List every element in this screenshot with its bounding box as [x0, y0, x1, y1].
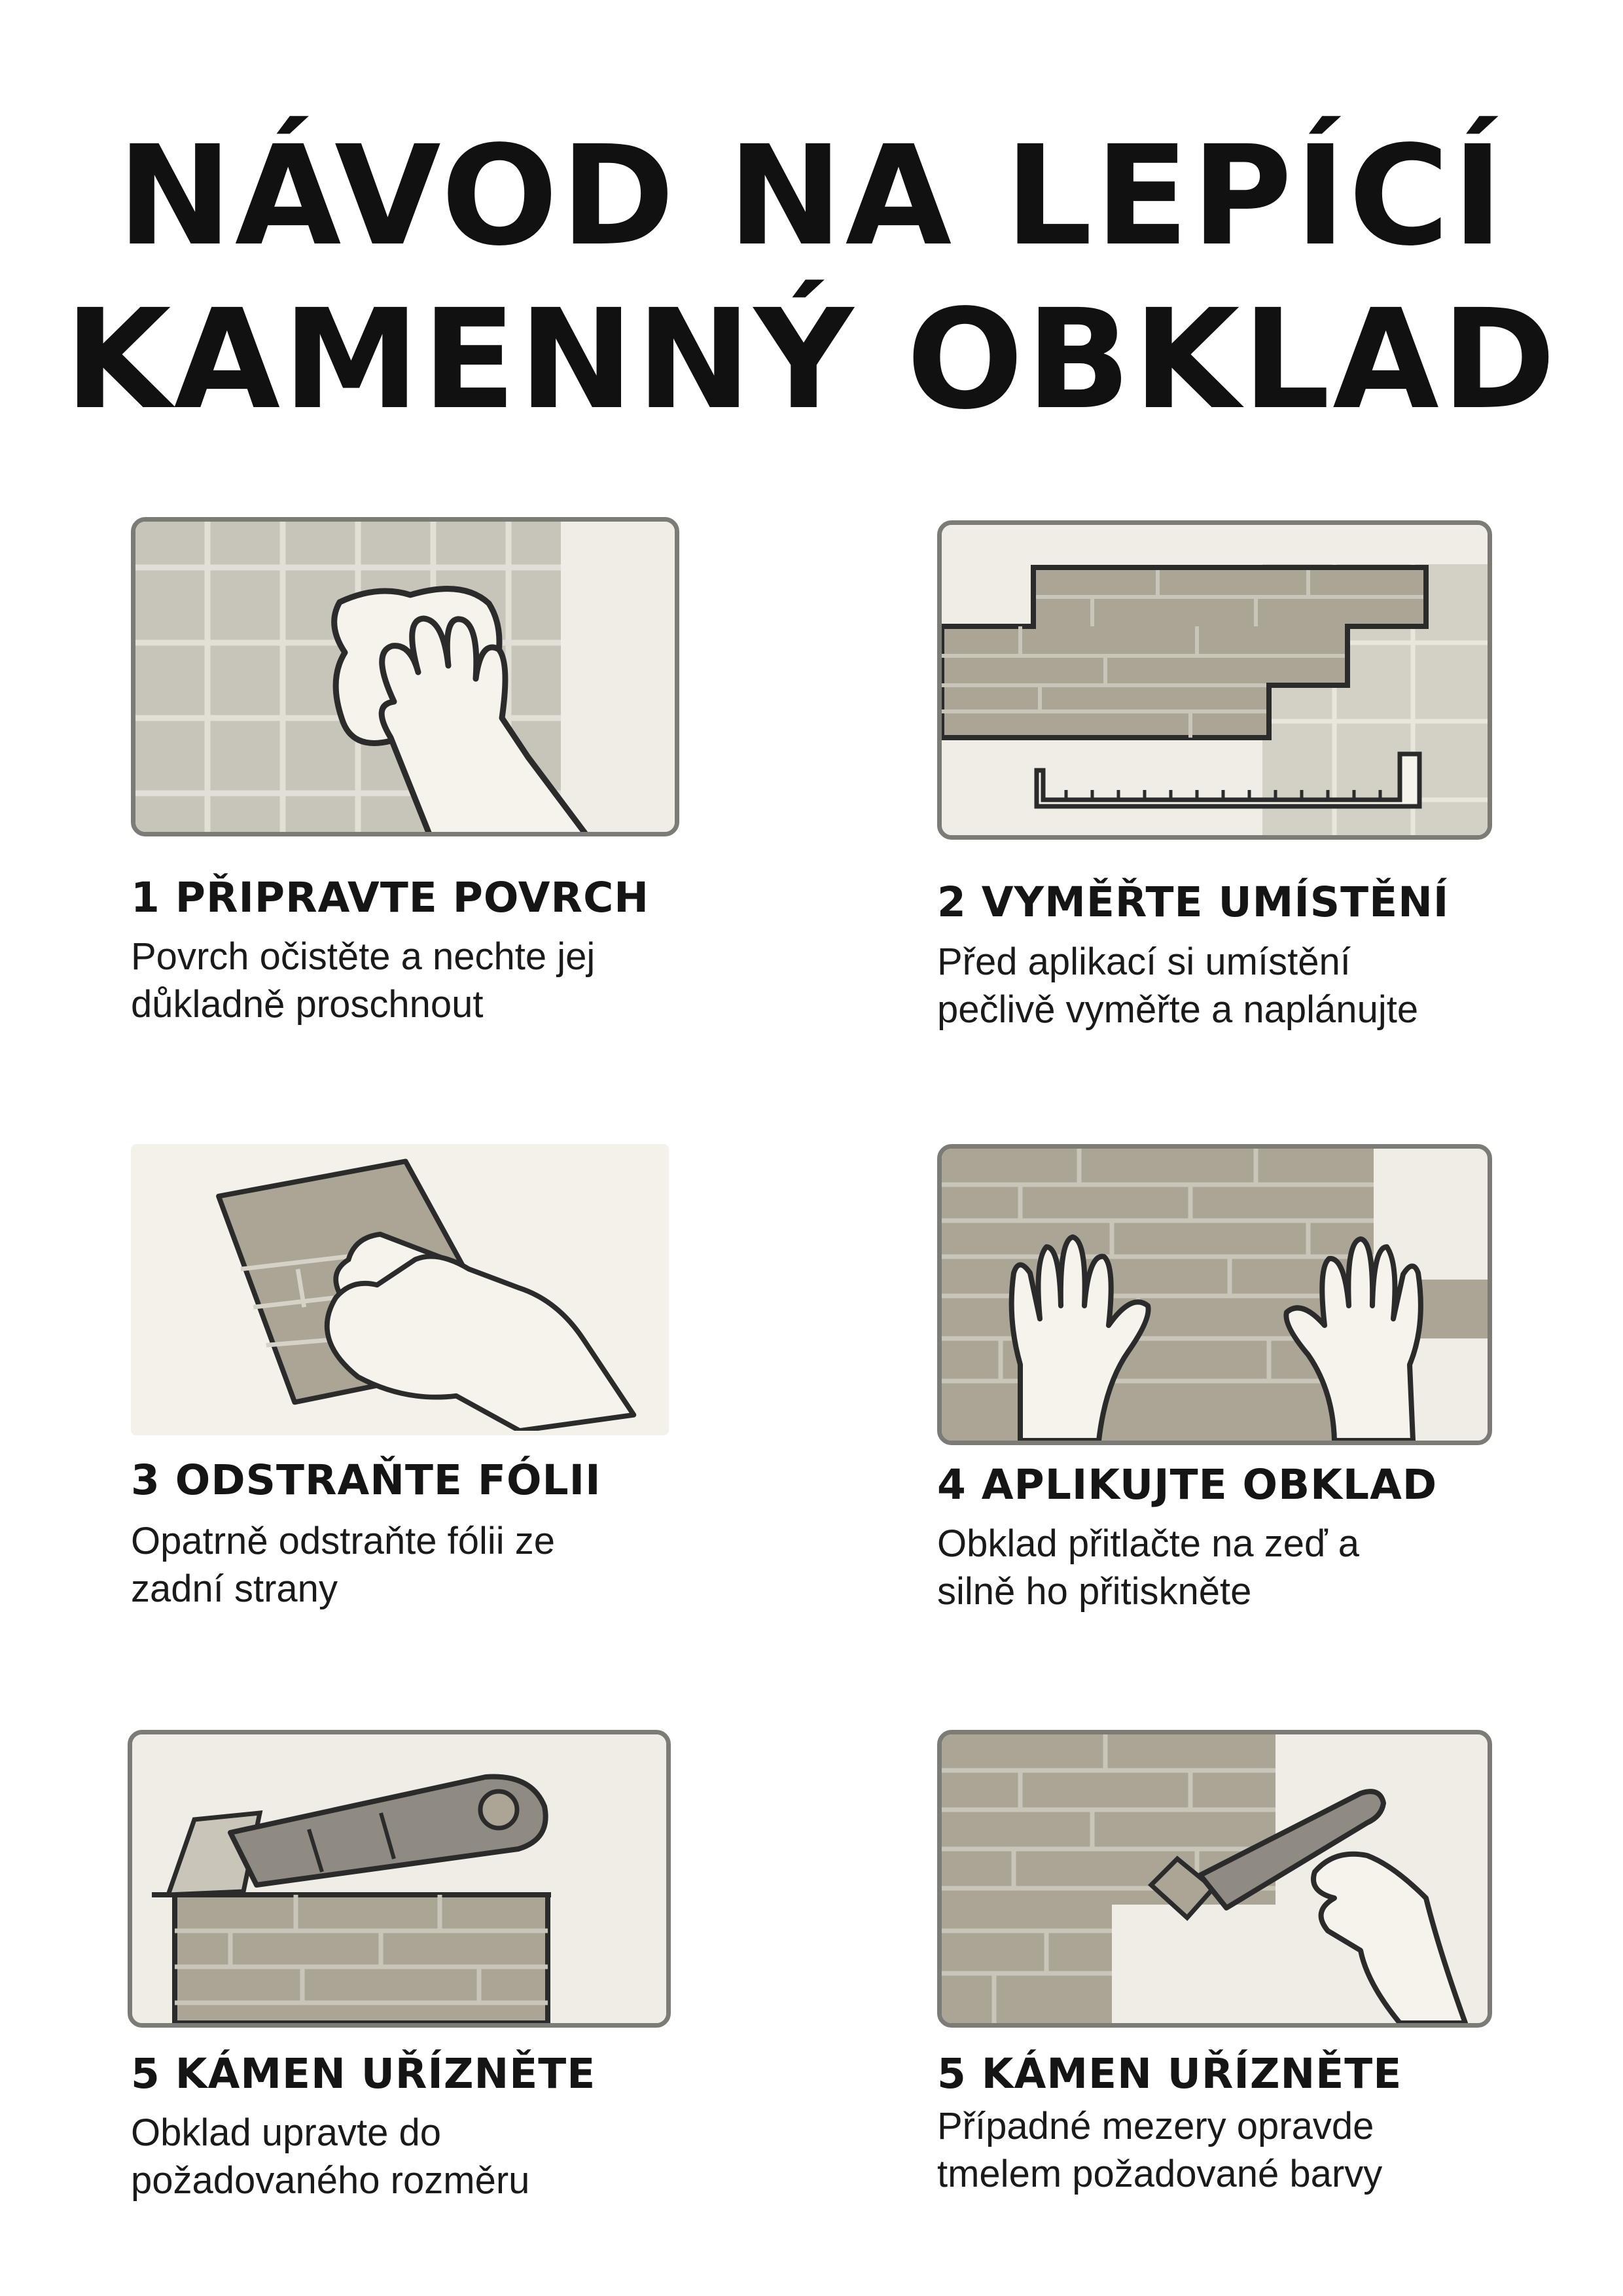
- step-4-illustration: [937, 1144, 1492, 1445]
- step-3-heading: 3 ODSTRAŇTE FÓLII: [131, 1456, 601, 1504]
- step-1-illustration: [131, 517, 679, 836]
- brush-painting-gaps-icon: [942, 1734, 1488, 2023]
- step-3-line-2: zadní strany: [131, 1568, 338, 1610]
- step-2-heading: 2 VYMĚŘTE UMÍSTĚNÍ: [937, 878, 1450, 926]
- step-4-description: [937, 1520, 1359, 1615]
- step-4-line-2: silně ho přitiskněte: [937, 1570, 1252, 1613]
- step-5-line-2: požadovaného rozměru: [131, 2159, 530, 2202]
- step-3-description: [131, 1517, 555, 1613]
- step-4-line-1: Obklad přitlačte na zeď a: [937, 1522, 1359, 1565]
- step-5-illustration: [128, 1730, 671, 2028]
- step-4-heading: 4 APLIKUJTE OBKLAD: [937, 1461, 1438, 1509]
- step-2-description: [937, 938, 1418, 1033]
- hand-peeling-film-icon: [135, 1149, 664, 1431]
- utility-knife-cutting-icon: [132, 1734, 666, 2023]
- step-2-line-2: pečlivě vyměřte a naplánujte: [937, 988, 1419, 1031]
- step-5-description: [131, 2109, 529, 2204]
- step-6-description: [937, 2102, 1382, 2198]
- step-3-line-1: Opatrně odstraňte fólii ze: [131, 1520, 556, 1562]
- step-1-description: [131, 933, 595, 1028]
- step-6-line-2: tmelem požadované barvy: [937, 2153, 1383, 2195]
- hands-pressing-panel-icon: [942, 1149, 1488, 1441]
- step-5-line-1: Obklad upravte do: [131, 2111, 441, 2154]
- step-6-line-1: Případné mezery opravde: [937, 2105, 1374, 2147]
- stone-panels-and-ruler-icon: [942, 525, 1488, 835]
- step-2-line-1: Před aplikací si umístění: [937, 941, 1351, 983]
- step-3-illustration: [131, 1144, 669, 1435]
- step-6-heading: 5 KÁMEN UŘÍZNĚTE: [937, 2050, 1402, 2098]
- step-2-illustration: [937, 520, 1492, 840]
- step-1-line-1: Povrch očistěte a nechte jej: [131, 935, 596, 978]
- step-5-heading: 5 KÁMEN UŘÍZNĚTE: [131, 2050, 596, 2098]
- step-6-illustration: [937, 1730, 1492, 2028]
- step-1-heading: 1 PŘIPRAVTE POVRCH: [131, 874, 650, 922]
- page-title-line-1: NÁVOD NA LEPÍCÍ: [117, 116, 1506, 276]
- hand-cloth-cleaning-icon: [135, 522, 675, 832]
- step-1-line-2: důkladně proschnout: [131, 983, 484, 1026]
- page-title-line-2: KAMENNÝ OBKLAD: [64, 279, 1559, 440]
